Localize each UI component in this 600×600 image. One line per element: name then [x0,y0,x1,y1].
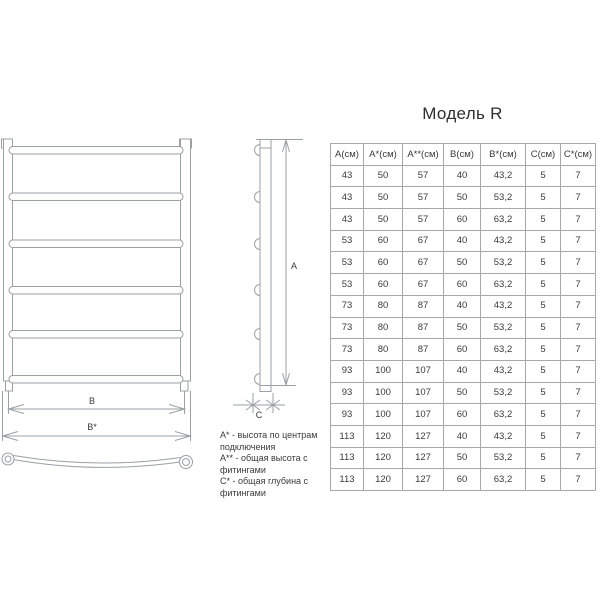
table-cell: 80 [364,317,403,339]
table-row [331,447,596,469]
table-cell: 40 [444,295,481,317]
table-cell: 5 [526,295,561,317]
table-cell: 67 [403,252,444,274]
table-cell: 53,2 [481,382,526,404]
table-cell: 7 [561,382,596,404]
table-cell: 60 [444,209,481,231]
table-cell: 53,2 [481,252,526,274]
table-row [331,469,596,491]
table-cell: 127 [403,425,444,447]
table-cell: 7 [561,360,596,382]
dimensions-table [330,143,596,491]
table-cell: 50 [364,187,403,209]
table-cell: 63,2 [481,469,526,491]
table-cell: 63,2 [481,209,526,231]
table-cell: 5 [526,230,561,252]
table-cell: 7 [561,165,596,187]
table-cell: 113 [331,425,364,447]
table-cell: 100 [364,360,403,382]
table-cell: 53 [331,252,364,274]
table-cell: 100 [364,382,403,404]
table-cell: 80 [364,295,403,317]
table-cell: 120 [364,447,403,469]
dimension-b-star [3,391,191,441]
table-cell: 60 [364,274,403,296]
table-cell: 87 [403,317,444,339]
table-cell: 127 [403,469,444,491]
table-cell: 43 [331,165,364,187]
table-row [331,209,596,231]
table-cell: 43,2 [481,425,526,447]
table-cell: 107 [403,360,444,382]
label-b-star: В* [87,422,97,432]
table-row [331,187,596,209]
curved-rung-outline [14,456,181,464]
table-cell: 43,2 [481,295,526,317]
table-row [331,339,596,361]
table-cell: 73 [331,295,364,317]
table-row [331,382,596,404]
table-cell: 40 [444,165,481,187]
table-row [331,317,596,339]
table-row [331,274,596,296]
label-a: А [291,261,298,271]
table-cell: 53 [331,230,364,252]
table-cell: 100 [364,404,403,426]
table-cell: 63,2 [481,339,526,361]
table-cell: 113 [331,469,364,491]
table-cell: 53,2 [481,447,526,469]
table-cell: 5 [526,404,561,426]
table-cell: 40 [444,230,481,252]
table-cell: 43 [331,187,364,209]
table-cell: 7 [561,187,596,209]
side-post [260,140,271,392]
table-cell: 5 [526,469,561,491]
table-cell: 5 [526,317,561,339]
table-cell: 53,2 [481,317,526,339]
table-cell: 50 [364,209,403,231]
table-cell: 7 [561,230,596,252]
table-cell: 60 [444,274,481,296]
legend-item-a-double-star: А** - общая высота с фитингами [220,453,308,475]
table-cell: 50 [444,187,481,209]
column-header: В(см) [444,144,481,166]
table-cell: 7 [561,274,596,296]
label-c: С [255,410,263,420]
table-cell: 127 [403,447,444,469]
table-cell: 7 [561,295,596,317]
table-cell: 43 [331,209,364,231]
table-cell: 67 [403,230,444,252]
left-post [4,139,13,381]
table-cell: 67 [403,274,444,296]
column-header: С(см) [526,144,561,166]
table-cell: 5 [526,339,561,361]
right-post [181,139,191,381]
table-cell: 60 [364,252,403,274]
table-cell: 40 [444,360,481,382]
table-cell: 73 [331,339,364,361]
table-cell: 73 [331,317,364,339]
table-row [331,295,596,317]
rungs [9,147,183,384]
table-cell: 107 [403,404,444,426]
page-title: Модель R [422,104,503,123]
column-header: А**(см) [403,144,444,166]
table-cell: 53 [331,274,364,296]
column-header: А*(см) [364,144,403,166]
table-cell: 50 [444,447,481,469]
dimension-b [9,391,185,414]
table-cell: 7 [561,447,596,469]
table-row [331,425,596,447]
table-row [331,230,596,252]
table-cell: 7 [561,339,596,361]
table-cell: 87 [403,295,444,317]
table-header-row [331,144,596,166]
table-cell: 53,2 [481,187,526,209]
table-cell: 93 [331,382,364,404]
legend-item-a-star: А* - высота по центрам подключения [220,430,318,452]
table-cell: 87 [403,339,444,361]
table-cell: 5 [526,425,561,447]
table-cell: 93 [331,404,364,426]
table-cell: 5 [526,360,561,382]
table-cell: 7 [561,317,596,339]
table-row [331,404,596,426]
table-cell: 63,2 [481,404,526,426]
table-cell: 7 [561,404,596,426]
top-view [2,453,193,469]
table-cell: 63,2 [481,274,526,296]
label-b: В [88,396,96,406]
table-cell: 50 [444,317,481,339]
table-cell: 43,2 [481,165,526,187]
column-header: С*(см) [561,144,596,166]
table-cell: 57 [403,209,444,231]
table-cell: 93 [331,360,364,382]
spec-table-body [331,165,596,490]
table-cell: 5 [526,252,561,274]
table-cell: 7 [561,425,596,447]
dimension-a [283,140,290,385]
table-cell: 113 [331,447,364,469]
table-cell: 50 [444,382,481,404]
table-cell: 120 [364,425,403,447]
table-cell: 50 [444,252,481,274]
table-cell: 5 [526,209,561,231]
table-row [331,360,596,382]
table-cell: 5 [526,165,561,187]
legend-item-c-star: С* - общая глубина с фитингами [220,476,309,498]
table-cell: 60 [444,339,481,361]
legend [220,430,330,499]
table-cell: 57 [403,187,444,209]
table-cell: 60 [444,469,481,491]
table-cell: 5 [526,382,561,404]
table-cell: 5 [526,447,561,469]
table-cell: 43,2 [481,230,526,252]
table-cell: 60 [444,404,481,426]
table-cell: 40 [444,425,481,447]
column-header: В*(см) [481,144,526,166]
column-header: А(см) [331,144,364,166]
table-cell: 7 [561,252,596,274]
table-cell: 5 [526,274,561,296]
table-cell: 7 [561,209,596,231]
table-cell: 50 [364,165,403,187]
table-cell: 7 [561,469,596,491]
table-cell: 43,2 [481,360,526,382]
table-row [331,252,596,274]
table-cell: 107 [403,382,444,404]
table-cell: 80 [364,339,403,361]
table-cell: 57 [403,165,444,187]
side-rung-ends [255,145,261,385]
table-cell: 5 [526,187,561,209]
table-cell: 60 [364,230,403,252]
table-row [331,165,596,187]
table-cell: 120 [364,469,403,491]
front-view [2,139,192,391]
